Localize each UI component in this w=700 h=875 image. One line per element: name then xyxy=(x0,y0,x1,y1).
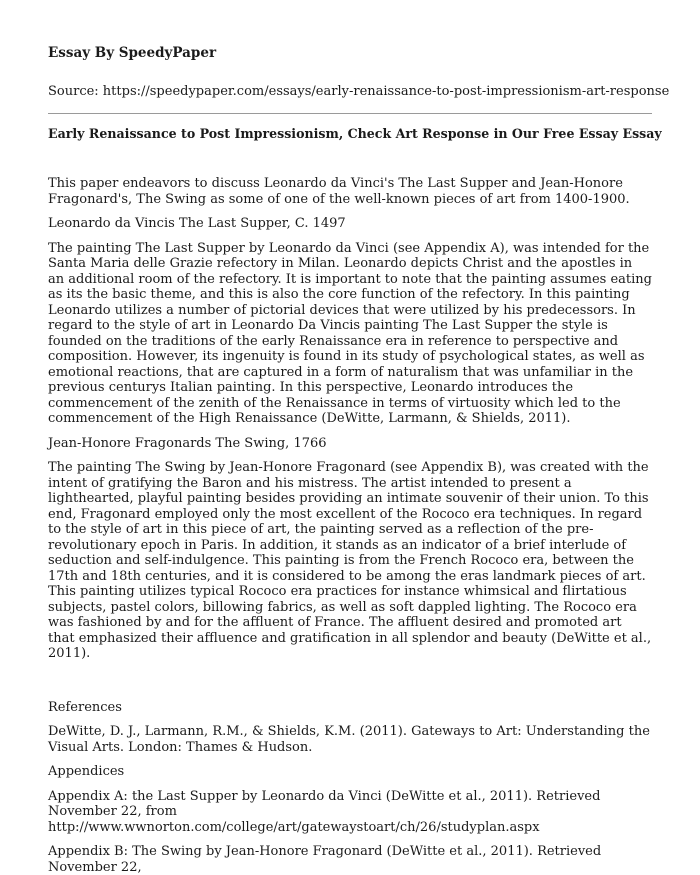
appendix-a-entry: Appendix A: the Last Supper by Leonardo da Vinci (DeWitte et al., 2011). Retrieved November 22, from http://www.wwnorton.com/college/art/gatewaystoart/ch/26/studyplan.aspx xyxy=(48,789,652,836)
last-supper-paragraph: The painting The Last Supper by Leonardo da Vinci (see Appendix A), was intended for the Santa Maria delle Grazie refectory in Milan. Leonardo depicts Christ and the apostles in an additional room of the refectory. It is important to note that the painting assumes eating as its the basic theme, and this is also the core function of the refectory. In this painting Leonardo utilizes a number of pictorial devices that were utilized by his predecessors. In regard to the style of art in Leonardo Da Vincis painting The Last Supper the style is founded on the traditions of the early Renaissance era in reference to perspective and composition. However, its ingenuity is found in its study of psychological states, as well as emotional reactions, that are captured in a form of naturalism that was unfamiliar in the previous centurys Italian painting. In this perspective, Leonardo introduces the commencement of the zenith of the Renaissance in terms of virtuosity which led to the commencement of the High Renaissance (DeWitte, Larmann, & Shields, 2011). xyxy=(48,241,652,427)
section-heading-last-supper: Leonardo da Vincis The Last Supper, C. 1497 xyxy=(48,216,652,232)
reference-entry: DeWitte, D. J., Larmann, R.M., & Shields, K.M. (2011). Gateways to Art: Understanding the Visual Arts. London: Thames & Hudson. xyxy=(48,724,652,755)
appendix-b-entry: Appendix B: The Swing by Jean-Honore Fragonard (DeWitte et al., 2011). Retrieved November 22, xyxy=(48,844,652,875)
source-line: Source: https://speedypaper.com/essays/early-renaissance-to-post-impressionism-art-response xyxy=(48,83,652,100)
essay-body xyxy=(48,176,652,875)
intro-paragraph: This paper endeavors to discuss Leonardo da Vinci's The Last Supper and Jean-Honore Fragonard's, The Swing as some of one of the well-known pieces of art from 1400-1900. xyxy=(48,176,652,207)
section-heading-the-swing: Jean-Honore Fragonards The Swing, 1766 xyxy=(48,436,652,452)
essay-title: Early Renaissance to Post Impressionism, Check Art Response in Our Free Essay Essay xyxy=(48,114,652,142)
publisher-title: Essay By SpeedyPaper xyxy=(48,0,652,62)
appendices-heading: Appendices xyxy=(48,764,652,780)
references-heading: References xyxy=(48,700,652,716)
references-section xyxy=(48,700,652,875)
the-swing-paragraph: The painting The Swing by Jean-Honore Fragonard (see Appendix B), was created with the intent of gratifying the Baron and his mistress. The artist intended to present a lighthearted, playful painting besides providing an intimate souvenir of their union. To this end, Fragonard employed only the most excellent of the Rococo era techniques. In regard to the style of art in this piece of art, the painting served as a reflection of the pre-revolutionary epoch in Paris. In addition, it stands as an indicator of a brief interlude of seduction and self-indulgence. This painting is from the French Rococo era, between the 17th and 18th centuries, and it is considered to be among the eras landmark pieces of art. This painting utilizes typical Rococo era practices for instance whimsical and flirtatious subjects, pastel colors, billowing fabrics, as well as soft dappled lighting. The Rococo era was fashioned by and for the affluent of France. The affluent desired and promoted art that emphasized their affluence and gratification in all splendor and beauty (DeWitte et al., 2011). xyxy=(48,460,652,662)
